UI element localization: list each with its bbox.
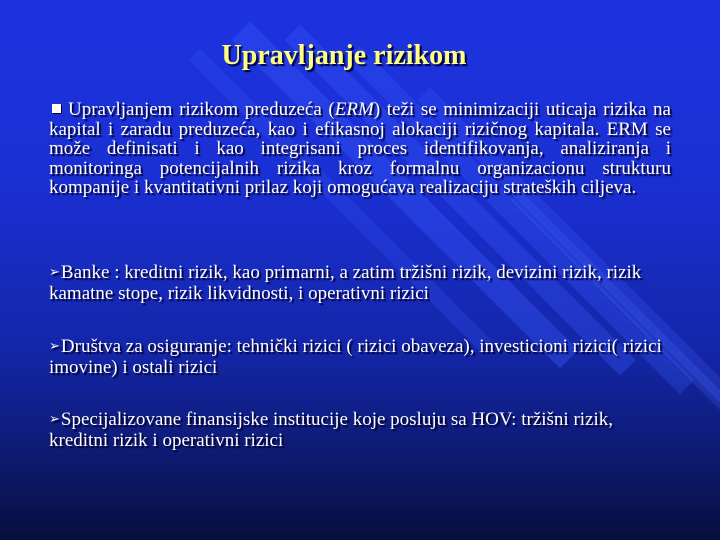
square-bullet-icon xyxy=(52,104,61,113)
arrow-bullet-icon: ➢ xyxy=(49,339,60,354)
list-item-specialized-institutions xyxy=(49,409,671,451)
erm-abbreviation: ERM xyxy=(334,99,374,120)
list-item-text: Specijalizovane finansijske institucije koje posluju sa HOV: tržišni rizik, kreditni rizik i operativni rizici xyxy=(49,409,614,451)
intro-paragraph xyxy=(49,100,671,198)
arrow-bullet-icon: ➢ xyxy=(49,265,60,280)
list-item-insurance xyxy=(49,336,671,378)
slide-title: Upravljanje rizikom xyxy=(221,40,467,71)
list-item-text: Banke : kreditni rizik, kao primarni, a zatim tržišni rizik, devizini rizik, rizik kamatne stope, rizik likvidnosti, i operativni rizici xyxy=(49,262,642,304)
intro-rest-text: ) teži se minimizaciji uticaja rizika na kapital i zaradu preduzeća, kao i efikasnoj alokaciji rizičnog kapitala. ERM se može definisati i kao integrisani proces identifikovanja, analiziranja i monitoringa potencijalnih rizika kroz formalnu organizacionu strukturu kompanije i kvantitativni prilaz koji omogućava realizaciju strateških ciljeva. xyxy=(49,99,671,198)
list-item-banks xyxy=(49,262,671,304)
arrow-bullet-icon: ➢ xyxy=(49,412,60,427)
intro-lead-text: Upravljanjem rizikom preduzeća ( xyxy=(68,99,335,120)
list-item-text: Društva za osiguranje: tehnički rizici ( rizici obaveza), investicioni rizici( rizici imovine) i ostali rizici xyxy=(49,336,662,378)
